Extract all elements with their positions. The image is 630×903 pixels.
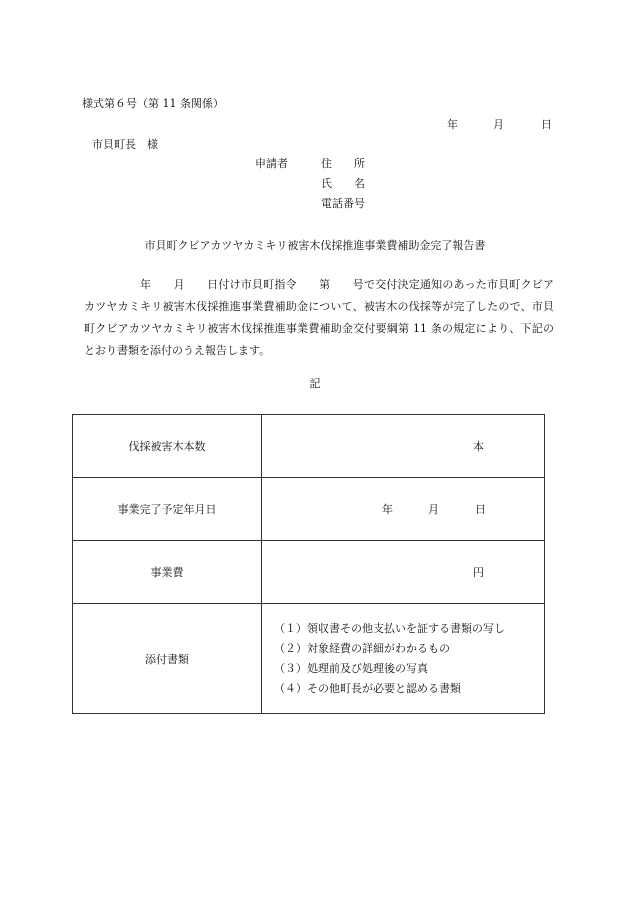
tree-count-label: 伐採被害木本数 [73, 415, 262, 478]
attachment-item: （４）その他町長が必要と認める書類 [274, 681, 461, 695]
table-row-tree-count [73, 415, 545, 478]
attachments-label: 添付書類 [73, 604, 262, 714]
completion-day-label: 日 [475, 503, 486, 516]
applicant-label: 申請者 [255, 157, 288, 170]
attachment-item: （１）領収書その他支払いを証する書類の写し [274, 621, 505, 635]
attachment-item: （３）処理前及び処理後の写真 [274, 661, 428, 675]
table-row-completion-date [73, 478, 545, 541]
project-cost-value [262, 541, 545, 604]
attachments-list [262, 619, 544, 699]
completion-month-label: 月 [428, 503, 439, 516]
completion-year-label: 年 [382, 503, 393, 516]
table-row-project-cost [73, 541, 545, 604]
tree-count-unit: 本 [473, 440, 484, 453]
project-cost-label: 事業費 [73, 541, 262, 604]
ki-heading: 記 [309, 377, 321, 390]
addressee: 市貝町長 様 [92, 138, 158, 151]
form-number: 様式第６号（第 11 条関係） [82, 97, 224, 110]
date-day-label: 日 [541, 118, 552, 131]
tree-count-value [262, 415, 545, 478]
project-cost-unit: 円 [473, 566, 484, 579]
report-table [72, 414, 545, 714]
attachment-item: （２）対象経費の詳細がわかるもの [274, 641, 450, 655]
table-row-attachments [73, 604, 545, 714]
completion-date-value [262, 478, 545, 541]
date-month-label: 月 [493, 118, 504, 131]
body-paragraph: 年 月 日付け市貝町指令 第 号で交付決定通知のあった市貝町クビアカツヤカミキリ被害木伐採推進事業費補助金について、被害木の伐採等が完了したので、市貝町クビアカツヤカミキリ被害木伐採推進事業費補助金交付要綱第 11 条の規定により、下記のとおり書類を添付のうえ報告します。 [84, 278, 554, 357]
name-label: 氏 名 [321, 177, 365, 190]
applicant-name-row [255, 177, 365, 191]
address-label: 住 所 [321, 157, 365, 170]
date-year-label: 年 [447, 118, 458, 131]
applicant-phone-row [255, 197, 365, 211]
applicant-address-row [255, 157, 365, 171]
phone-label: 電話番号 [321, 197, 365, 210]
document-title: 市貝町クビアカツヤカミキリ被害木伐採推進事業費補助金完了報告書 [144, 239, 486, 252]
attachments-value [262, 604, 545, 714]
completion-date-label: 事業完了予定年月日 [73, 478, 262, 541]
